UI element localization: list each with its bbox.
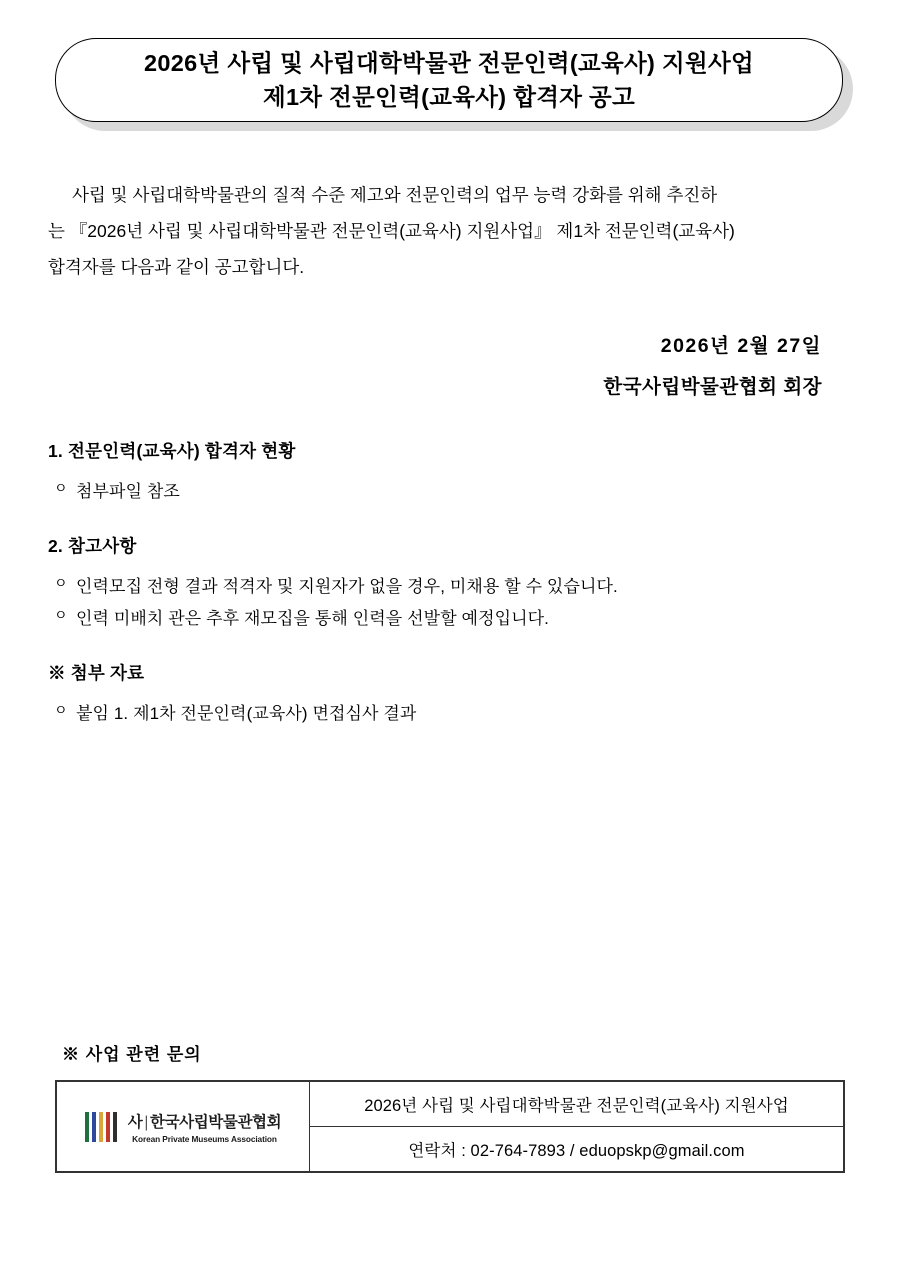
title-line-1: 2026년 사립 및 사립대학박물관 전문인력(교육사) 지원사업 bbox=[144, 49, 754, 76]
bullet-icon: ㅇ bbox=[54, 606, 68, 623]
issuing-organization: 한국사립박물관협회 회장 bbox=[603, 376, 822, 398]
logo-name-prefix: 사 bbox=[127, 1113, 143, 1131]
logo-bars-icon bbox=[85, 1112, 119, 1142]
footer-contact-table bbox=[55, 1080, 845, 1173]
section-3-item-1-text: 붙임 1. 제1차 전문인력(교육사) 면접심사 결과 bbox=[76, 704, 417, 724]
section-2-item-1 bbox=[48, 571, 858, 602]
intro-line-2: 는 『2026년 사립 및 사립대학박물관 전문인력(교육사) 지원사업』 제1차 전문인력(교육사) bbox=[48, 220, 735, 241]
section-3-heading: ※ 첨부 자료 bbox=[48, 663, 145, 684]
section-3 bbox=[48, 660, 858, 729]
footer-contact-info: 연락처 : 02-764-7893 / eduopskp@gmail.com bbox=[310, 1127, 844, 1172]
bullet-icon: ㅇ bbox=[54, 575, 68, 592]
logo-text-group bbox=[128, 1110, 281, 1144]
announcement-date: 2026년 2월 27일 bbox=[660, 335, 822, 357]
intro-line-3: 합격자를 다음과 같이 공고합니다. bbox=[48, 256, 305, 277]
logo-name-en: Korean Private Museums Association bbox=[132, 1133, 277, 1144]
association-logo bbox=[57, 1110, 309, 1144]
section-3-item-1 bbox=[48, 698, 858, 729]
title-line-2: 제1차 전문인력(교육사) 합격자 공고 bbox=[262, 84, 636, 110]
footer-program-name: 2026년 사립 및 사립대학박물관 전문인력(교육사) 지원사업 bbox=[310, 1082, 844, 1127]
sections-list bbox=[48, 438, 858, 756]
intro-line-1: 사립 및 사립대학박물관의 질적 수준 제고와 전문인력의 업무 능력 강화를 위해 추진하 bbox=[72, 185, 718, 205]
footer-inquiry-label: ※ 사업 관련 문의 bbox=[62, 1045, 202, 1064]
section-1-heading: 1. 전문인력(교육사) 합격자 현황 bbox=[48, 441, 296, 461]
section-2-item-2 bbox=[48, 603, 858, 634]
bullet-icon: ㅇ bbox=[54, 702, 68, 719]
section-2-item-1-text: 인력모집 전형 결과 적격자 및 지원자가 없을 경우, 미채용 할 수 있습니다. bbox=[76, 577, 618, 597]
section-2-heading: 2. 참고사항 bbox=[48, 536, 137, 557]
association-logo-cell bbox=[57, 1082, 310, 1172]
title-banner-box bbox=[55, 38, 843, 122]
intro-paragraph bbox=[48, 178, 853, 286]
title-banner bbox=[55, 38, 845, 130]
section-2-item-2-text: 인력 미배치 관은 추후 재모집을 통해 인력을 선발할 예정입니다. bbox=[76, 608, 549, 628]
section-1-item-1-text: 첨부파일 참조 bbox=[76, 482, 180, 501]
logo-name-separator: | bbox=[144, 1113, 149, 1131]
signature-block bbox=[603, 330, 822, 399]
logo-name-ko bbox=[128, 1110, 281, 1132]
logo-name-main: 한국사립박물관협회 bbox=[150, 1113, 282, 1131]
section-1 bbox=[48, 438, 858, 507]
section-1-item-1 bbox=[48, 476, 858, 507]
section-2 bbox=[48, 533, 858, 634]
bullet-icon: ㅇ bbox=[54, 480, 68, 496]
